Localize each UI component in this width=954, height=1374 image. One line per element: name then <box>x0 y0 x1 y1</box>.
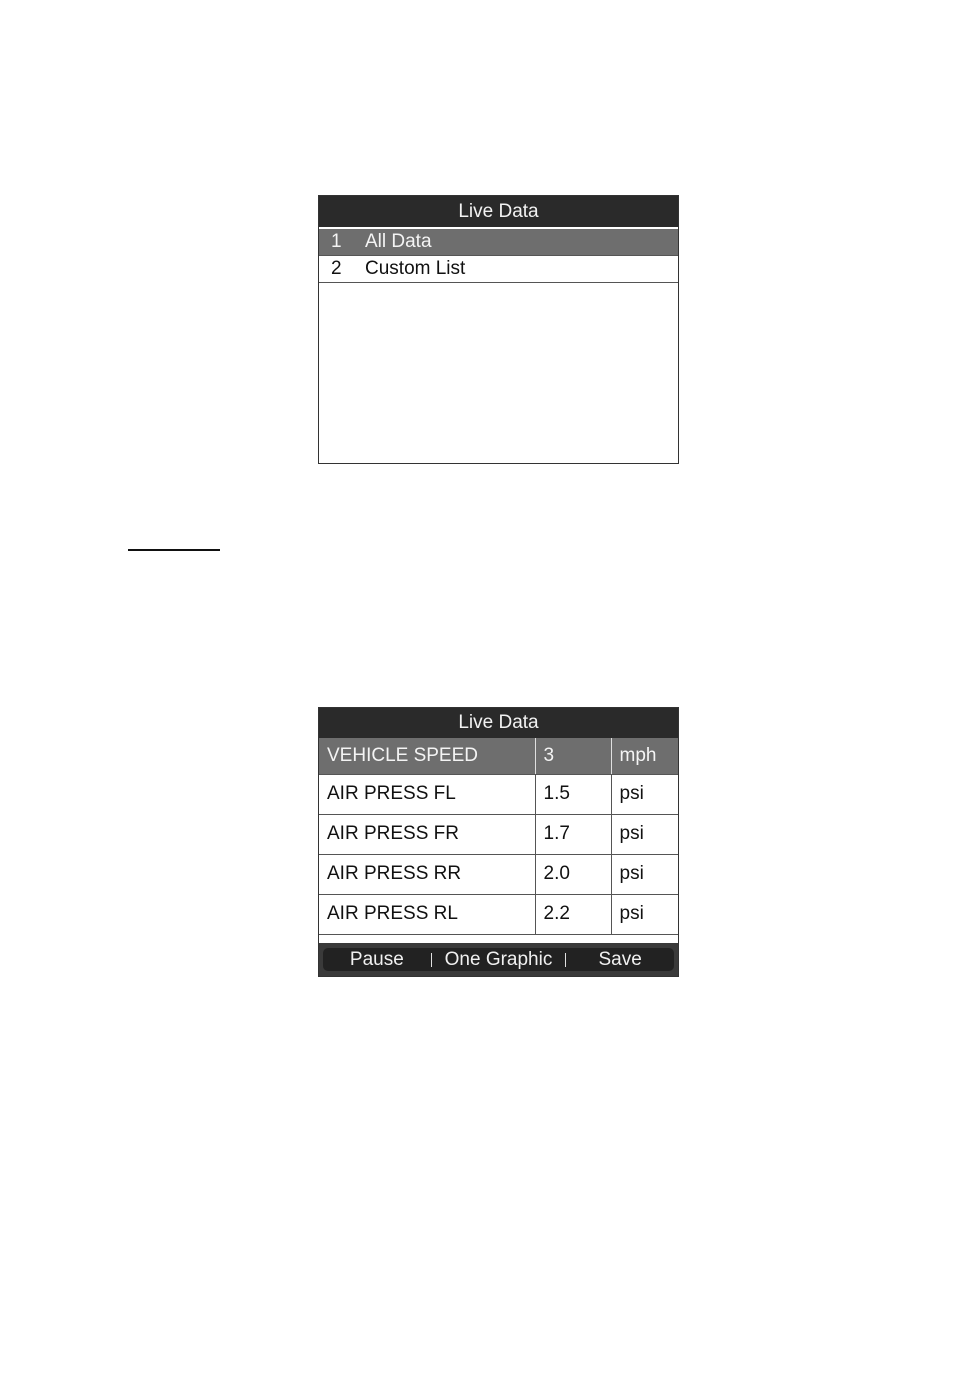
param-value: 2.0 <box>535 854 611 894</box>
param-value: 1.5 <box>535 774 611 814</box>
param-unit: psi <box>611 814 678 854</box>
menu-item-custom-list[interactable] <box>319 256 678 283</box>
menu-item-label: All Data <box>365 231 432 252</box>
table-row[interactable] <box>319 774 678 814</box>
param-name: AIR PRESS FR <box>319 814 535 854</box>
table-title: Live Data <box>458 712 539 733</box>
table-row[interactable] <box>319 894 678 934</box>
menu-item-label: Custom List <box>365 258 466 279</box>
param-unit: psi <box>611 854 678 894</box>
param-value: 2.2 <box>535 894 611 934</box>
pause-button[interactable]: Pause <box>349 948 404 970</box>
param-unit: psi <box>611 894 678 934</box>
section-underline <box>128 549 220 551</box>
param-value: 3 <box>535 738 611 774</box>
param-name: VEHICLE SPEED <box>319 738 535 774</box>
param-value: 1.7 <box>535 814 611 854</box>
param-unit: psi <box>611 774 678 814</box>
live-data-menu-screen <box>318 195 679 464</box>
table-row[interactable] <box>319 738 678 774</box>
table-row[interactable] <box>319 814 678 854</box>
function-key-bar-inner <box>323 948 674 971</box>
menu-title-bar <box>319 196 678 227</box>
menu-item-number: 1 <box>331 231 342 252</box>
live-data-table-screen <box>318 707 679 977</box>
menu-item-number: 2 <box>331 258 342 279</box>
param-name: AIR PRESS RR <box>319 854 535 894</box>
param-name: AIR PRESS FL <box>319 774 535 814</box>
menu-list <box>319 229 678 283</box>
menu-title: Live Data <box>458 200 539 222</box>
one-graphic-button[interactable]: One Graphic <box>444 948 553 970</box>
param-unit: mph <box>611 738 678 774</box>
live-data-table <box>319 738 678 935</box>
table-row[interactable] <box>319 854 678 894</box>
menu-item-all-data[interactable] <box>319 229 678 256</box>
param-name: AIR PRESS RL <box>319 894 535 934</box>
function-key-bar <box>319 943 678 976</box>
save-button[interactable]: Save <box>598 948 642 970</box>
table-title-bar <box>319 708 678 738</box>
